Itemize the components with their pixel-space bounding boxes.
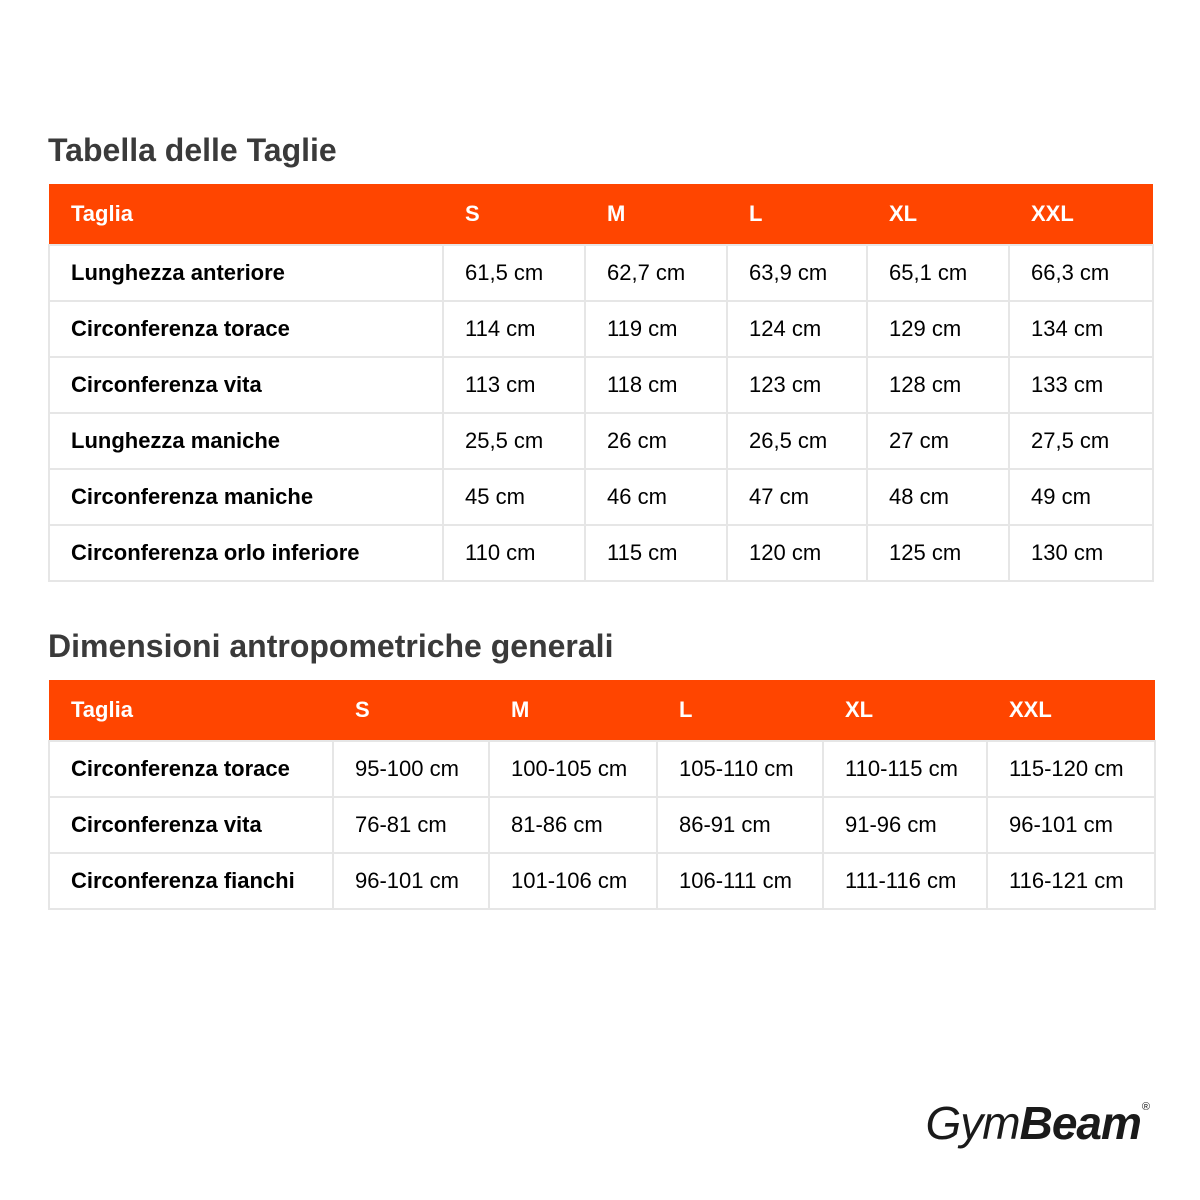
table-cell: 101-106 cm	[489, 853, 657, 909]
table-cell: 116-121 cm	[987, 853, 1155, 909]
body-measurements-title: Dimensioni antropometriche generali	[48, 628, 614, 664]
table-row	[49, 469, 1153, 525]
table-cell: 115 cm	[585, 525, 727, 581]
table-row	[49, 853, 1155, 909]
table-cell: 128 cm	[867, 357, 1009, 413]
table-cell: 27,5 cm	[1009, 413, 1153, 469]
table-cell: 113 cm	[443, 357, 585, 413]
size-chart-table	[48, 184, 1154, 582]
header-cell-xxl: XXL	[987, 680, 1155, 741]
header-cell-m: M	[585, 184, 727, 245]
header-cell-xxl: XXL	[1009, 184, 1153, 245]
row-label: Circonferenza fianchi	[49, 853, 333, 909]
row-label: Circonferenza torace	[49, 301, 443, 357]
header-cell-s: S	[443, 184, 585, 245]
table-cell: 96-101 cm	[333, 853, 489, 909]
table-header-row	[49, 184, 1153, 245]
row-label: Circonferenza torace	[49, 741, 333, 797]
header-cell-s: S	[333, 680, 489, 741]
table-row	[49, 245, 1153, 301]
table-row	[49, 741, 1155, 797]
body-measurements-table	[48, 680, 1156, 910]
table-cell: 25,5 cm	[443, 413, 585, 469]
table-row	[49, 301, 1153, 357]
table-cell: 125 cm	[867, 525, 1009, 581]
table-cell: 61,5 cm	[443, 245, 585, 301]
table-cell: 47 cm	[727, 469, 867, 525]
table-cell: 133 cm	[1009, 357, 1153, 413]
row-label: Circonferenza vita	[49, 797, 333, 853]
header-cell-xl: XL	[823, 680, 987, 741]
table-cell: 26,5 cm	[727, 413, 867, 469]
table-cell: 96-101 cm	[987, 797, 1155, 853]
table-cell: 129 cm	[867, 301, 1009, 357]
table-cell: 124 cm	[727, 301, 867, 357]
table-row	[49, 413, 1153, 469]
table-cell: 49 cm	[1009, 469, 1153, 525]
table-cell: 62,7 cm	[585, 245, 727, 301]
table-cell: 105-110 cm	[657, 741, 823, 797]
table-row	[49, 797, 1155, 853]
header-cell-m: M	[489, 680, 657, 741]
table-cell: 48 cm	[867, 469, 1009, 525]
gymbeam-logo	[925, 1097, 1150, 1149]
row-label: Circonferenza orlo inferiore	[49, 525, 443, 581]
table-row	[49, 357, 1153, 413]
header-cell-l: L	[657, 680, 823, 741]
table-cell: 106-111 cm	[657, 853, 823, 909]
header-cell-size: Taglia	[49, 680, 333, 741]
table-cell: 123 cm	[727, 357, 867, 413]
table-cell: 86-91 cm	[657, 797, 823, 853]
table-cell: 111-116 cm	[823, 853, 987, 909]
header-cell-size: Taglia	[49, 184, 443, 245]
table-cell: 119 cm	[585, 301, 727, 357]
row-label: Circonferenza vita	[49, 357, 443, 413]
row-label: Circonferenza maniche	[49, 469, 443, 525]
table-cell: 134 cm	[1009, 301, 1153, 357]
table-cell: 130 cm	[1009, 525, 1153, 581]
table-cell: 95-100 cm	[333, 741, 489, 797]
table-cell: 115-120 cm	[987, 741, 1155, 797]
table-cell: 100-105 cm	[489, 741, 657, 797]
table-header-row	[49, 680, 1155, 741]
row-label: Lunghezza anteriore	[49, 245, 443, 301]
registered-mark: ®	[1141, 1101, 1150, 1113]
table-cell: 46 cm	[585, 469, 727, 525]
row-label: Lunghezza maniche	[49, 413, 443, 469]
table-cell: 110-115 cm	[823, 741, 987, 797]
table-cell: 27 cm	[867, 413, 1009, 469]
header-cell-xl: XL	[867, 184, 1009, 245]
table-cell: 76-81 cm	[333, 797, 489, 853]
logo-text-gym: Gym	[925, 1097, 1020, 1149]
logo-text-beam: Beam	[1019, 1097, 1141, 1149]
table-cell: 26 cm	[585, 413, 727, 469]
table-cell: 110 cm	[443, 525, 585, 581]
table-cell: 118 cm	[585, 357, 727, 413]
table-cell: 65,1 cm	[867, 245, 1009, 301]
table-cell: 91-96 cm	[823, 797, 987, 853]
table-cell: 45 cm	[443, 469, 585, 525]
header-cell-l: L	[727, 184, 867, 245]
table-cell: 63,9 cm	[727, 245, 867, 301]
table-cell: 81-86 cm	[489, 797, 657, 853]
size-chart-title: Tabella delle Taglie	[48, 132, 337, 168]
table-row	[49, 525, 1153, 581]
table-cell: 120 cm	[727, 525, 867, 581]
table-cell: 114 cm	[443, 301, 585, 357]
table-cell: 66,3 cm	[1009, 245, 1153, 301]
